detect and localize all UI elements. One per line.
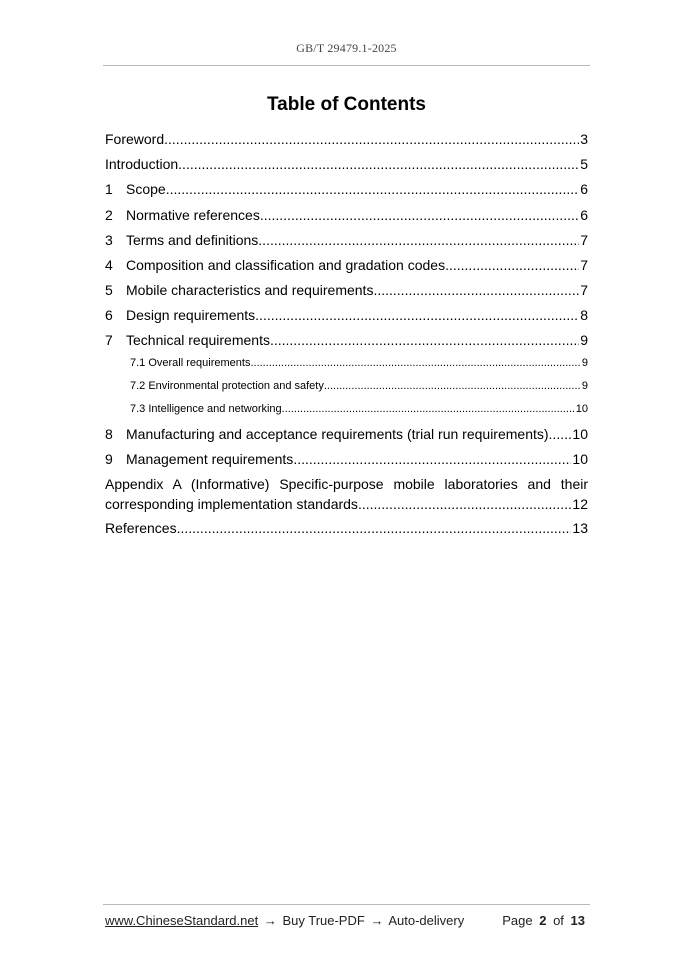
toc-page-number: 10 — [572, 426, 588, 442]
toc-page-number: 6 — [580, 181, 588, 197]
toc-entry-technical-requirements[interactable] — [105, 331, 588, 349]
toc-leader-dots — [358, 494, 571, 514]
toc-entry-label: Introduction — [105, 156, 179, 172]
arrow-right-icon: → — [370, 913, 384, 928]
toc-page-number: 12 — [572, 496, 588, 512]
toc-entry-appendix-a[interactable] — [105, 474, 588, 514]
toc-leader-dots — [282, 402, 575, 416]
page-indicator — [502, 913, 588, 928]
chinesestandard-link[interactable]: www.ChineseStandard.net — [105, 913, 259, 928]
toc-page-number: 3 — [580, 131, 588, 147]
toc-leader-dots — [270, 331, 579, 349]
total-pages-number: 13 — [570, 913, 585, 928]
header-divider — [103, 65, 590, 66]
toc-leader-dots — [255, 306, 579, 324]
toc-leader-dots — [166, 180, 580, 198]
toc-section-number: 9 — [105, 451, 113, 467]
toc-entry-label: Management requirements — [126, 451, 294, 467]
toc-page-number: 8 — [580, 307, 588, 323]
toc-entry-scope[interactable] — [105, 180, 588, 198]
toc-page-number: 13 — [572, 520, 588, 536]
footer-divider — [103, 904, 590, 905]
toc-entry-continuation — [105, 494, 588, 514]
toc-leader-dots — [260, 206, 579, 224]
toc-section-number: 7 — [105, 332, 113, 348]
toc-entry-intelligence-networking[interactable] — [130, 402, 588, 416]
toc-section-number: 5 — [105, 282, 113, 298]
toc-section-number: 2 — [105, 207, 113, 223]
toc-leader-dots — [177, 519, 572, 537]
toc-entry-terms-and-definitions[interactable] — [105, 231, 588, 249]
toc-section-number: 3 — [105, 232, 113, 248]
toc-leader-dots — [373, 281, 579, 299]
toc-entry-label-continued: corresponding implementation standards — [105, 496, 358, 512]
toc-page-number: 9 — [580, 332, 588, 348]
toc-leader-dots — [258, 231, 579, 249]
toc-entry-label: Design requirements — [126, 307, 256, 323]
toc-page-number: 7 — [580, 257, 588, 273]
toc-section-number: 6 — [105, 307, 113, 323]
toc-entry-mobile-characteristics[interactable] — [105, 281, 588, 299]
page-of-label: of — [553, 913, 564, 928]
toc-entry-overall-requirements[interactable] — [130, 356, 588, 370]
current-page-number: 2 — [539, 913, 547, 928]
toc-page-number: 7 — [580, 282, 588, 298]
toc-entry-introduction[interactable] — [105, 155, 588, 173]
toc-entry-label: 7.3 Intelligence and networking — [130, 403, 282, 415]
footer-promo — [105, 913, 464, 928]
toc-entry-label: References — [105, 520, 177, 536]
page-label: Page — [502, 913, 533, 928]
toc-section-number: 1 — [105, 181, 113, 197]
standard-code-header: GB/T 29479.1-2025 — [296, 41, 397, 55]
toc-entry-label: Composition and classification and gradation codes — [126, 257, 446, 273]
page-title: Table of Contents — [266, 94, 427, 115]
toc-entry-label: 7.1 Overall requirements — [130, 357, 251, 369]
toc-leader-dots — [164, 130, 579, 148]
toc-entry-environmental-protection[interactable] — [130, 379, 588, 393]
toc-leader-dots — [293, 450, 571, 468]
toc-leader-dots — [324, 379, 581, 393]
toc-page-number: 10 — [572, 451, 588, 467]
toc-page-number: 9 — [581, 380, 588, 392]
toc-page-number: 6 — [580, 207, 588, 223]
toc-entry-references[interactable] — [105, 519, 588, 537]
toc-section-number: 4 — [105, 257, 113, 273]
toc-page-number: 5 — [580, 156, 588, 172]
toc-entry-normative-references[interactable] — [105, 206, 588, 224]
toc-leader-dots — [250, 356, 580, 370]
toc-entry-label: Appendix A (Informative) Specific-purpose mobile laboratories and their — [105, 476, 588, 492]
buy-pdf-text: Buy True-PDF — [282, 913, 365, 928]
toc-entry-label: Normative references — [126, 207, 260, 223]
toc-entry-foreword[interactable] — [105, 130, 588, 148]
toc-page-number: 9 — [581, 357, 588, 369]
toc-section-number: 8 — [105, 426, 113, 442]
toc-leader-dots — [178, 155, 579, 173]
toc-page-number: 10 — [575, 403, 588, 415]
toc-entry-label: 7.2 Environmental protection and safety — [130, 380, 324, 392]
auto-delivery-text: Auto-delivery — [388, 913, 465, 928]
arrow-right-icon: → — [263, 913, 277, 928]
toc-leader-dots — [549, 425, 572, 443]
toc-entry-label: Mobile characteristics and requirements — [126, 282, 374, 298]
toc-entry-label: Terms and definitions — [126, 232, 259, 248]
toc-entry-design-requirements[interactable] — [105, 306, 588, 324]
toc-entry-label: Manufacturing and acceptance requirements (trial run requirements) — [126, 426, 549, 442]
toc-leader-dots — [445, 256, 579, 274]
page-footer — [105, 913, 588, 928]
toc-entry-label: Scope — [126, 181, 166, 197]
toc-entry-label: Foreword — [105, 131, 165, 147]
toc-entry-management-requirements[interactable] — [105, 450, 588, 468]
toc-entry-manufacturing-acceptance[interactable] — [105, 425, 588, 443]
toc-entry-composition[interactable] — [105, 256, 588, 274]
toc-page-number: 7 — [580, 232, 588, 248]
toc-entry-label: Technical requirements — [126, 332, 270, 348]
